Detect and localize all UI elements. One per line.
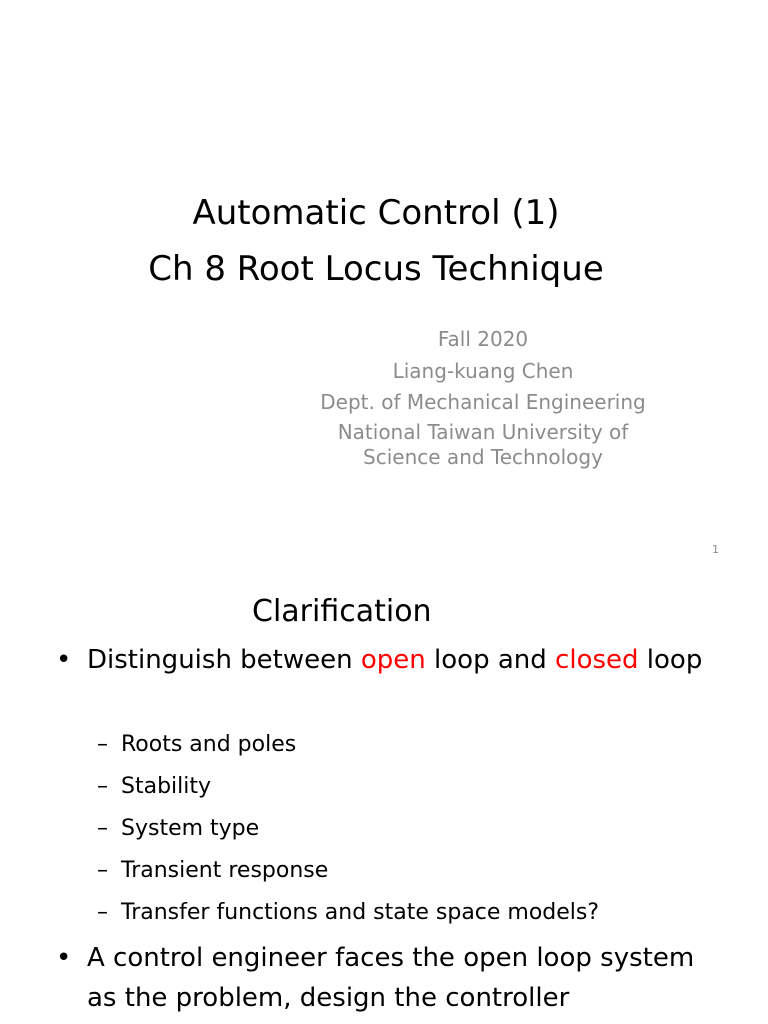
bullet-text: A control engineer faces the open loop system as the problem, design the controller: [87, 943, 695, 1013]
bullet-item: [56, 640, 716, 680]
sub-bullet-text: Transfer functions and state space models?: [121, 900, 600, 925]
dash-marker: –: [97, 774, 108, 799]
university-name: National Taiwan University of Science and Technology: [337, 420, 629, 469]
slide-title-line-2: Ch 8 Root Locus Technique: [148, 249, 604, 289]
sub-bullet-text: Transient response: [121, 858, 329, 883]
sub-bullet-item: [97, 772, 211, 802]
sub-bullet-text: Stability: [121, 774, 212, 799]
page-number: 1: [712, 543, 719, 556]
dash-marker: –: [97, 900, 108, 925]
sub-bullet-item: [97, 856, 328, 886]
department-name: Dept. of Mechanical Engineering: [320, 390, 646, 414]
sub-bullet-item: [97, 814, 259, 844]
highlight-open: open: [360, 645, 426, 675]
sub-bullet-item: [97, 898, 599, 928]
dash-marker: –: [97, 858, 108, 883]
author-name: Liang-kuang Chen: [392, 359, 574, 383]
bullet-dot: •: [56, 943, 72, 973]
bullet-dot: •: [56, 645, 72, 675]
semester-label: Fall 2020: [437, 327, 529, 351]
bullet-item: [56, 938, 716, 1018]
bullet-text-suffix: loop: [638, 645, 703, 675]
bullet-text: [56, 640, 716, 680]
sub-bullet-item: [97, 730, 296, 760]
bullet-text-mid: loop and: [425, 645, 556, 675]
dash-marker: –: [97, 732, 108, 757]
sub-bullet-text: Roots and poles: [121, 732, 297, 757]
highlight-closed: closed: [555, 645, 639, 675]
sub-bullet-text: System type: [121, 816, 260, 841]
slide-title-line-1: Automatic Control (1): [192, 193, 560, 233]
slide-heading: Clarification: [252, 594, 432, 629]
bullet-text-prefix: Distinguish between: [87, 645, 361, 675]
content-slide: [0, 576, 768, 1024]
dash-marker: –: [97, 816, 108, 841]
